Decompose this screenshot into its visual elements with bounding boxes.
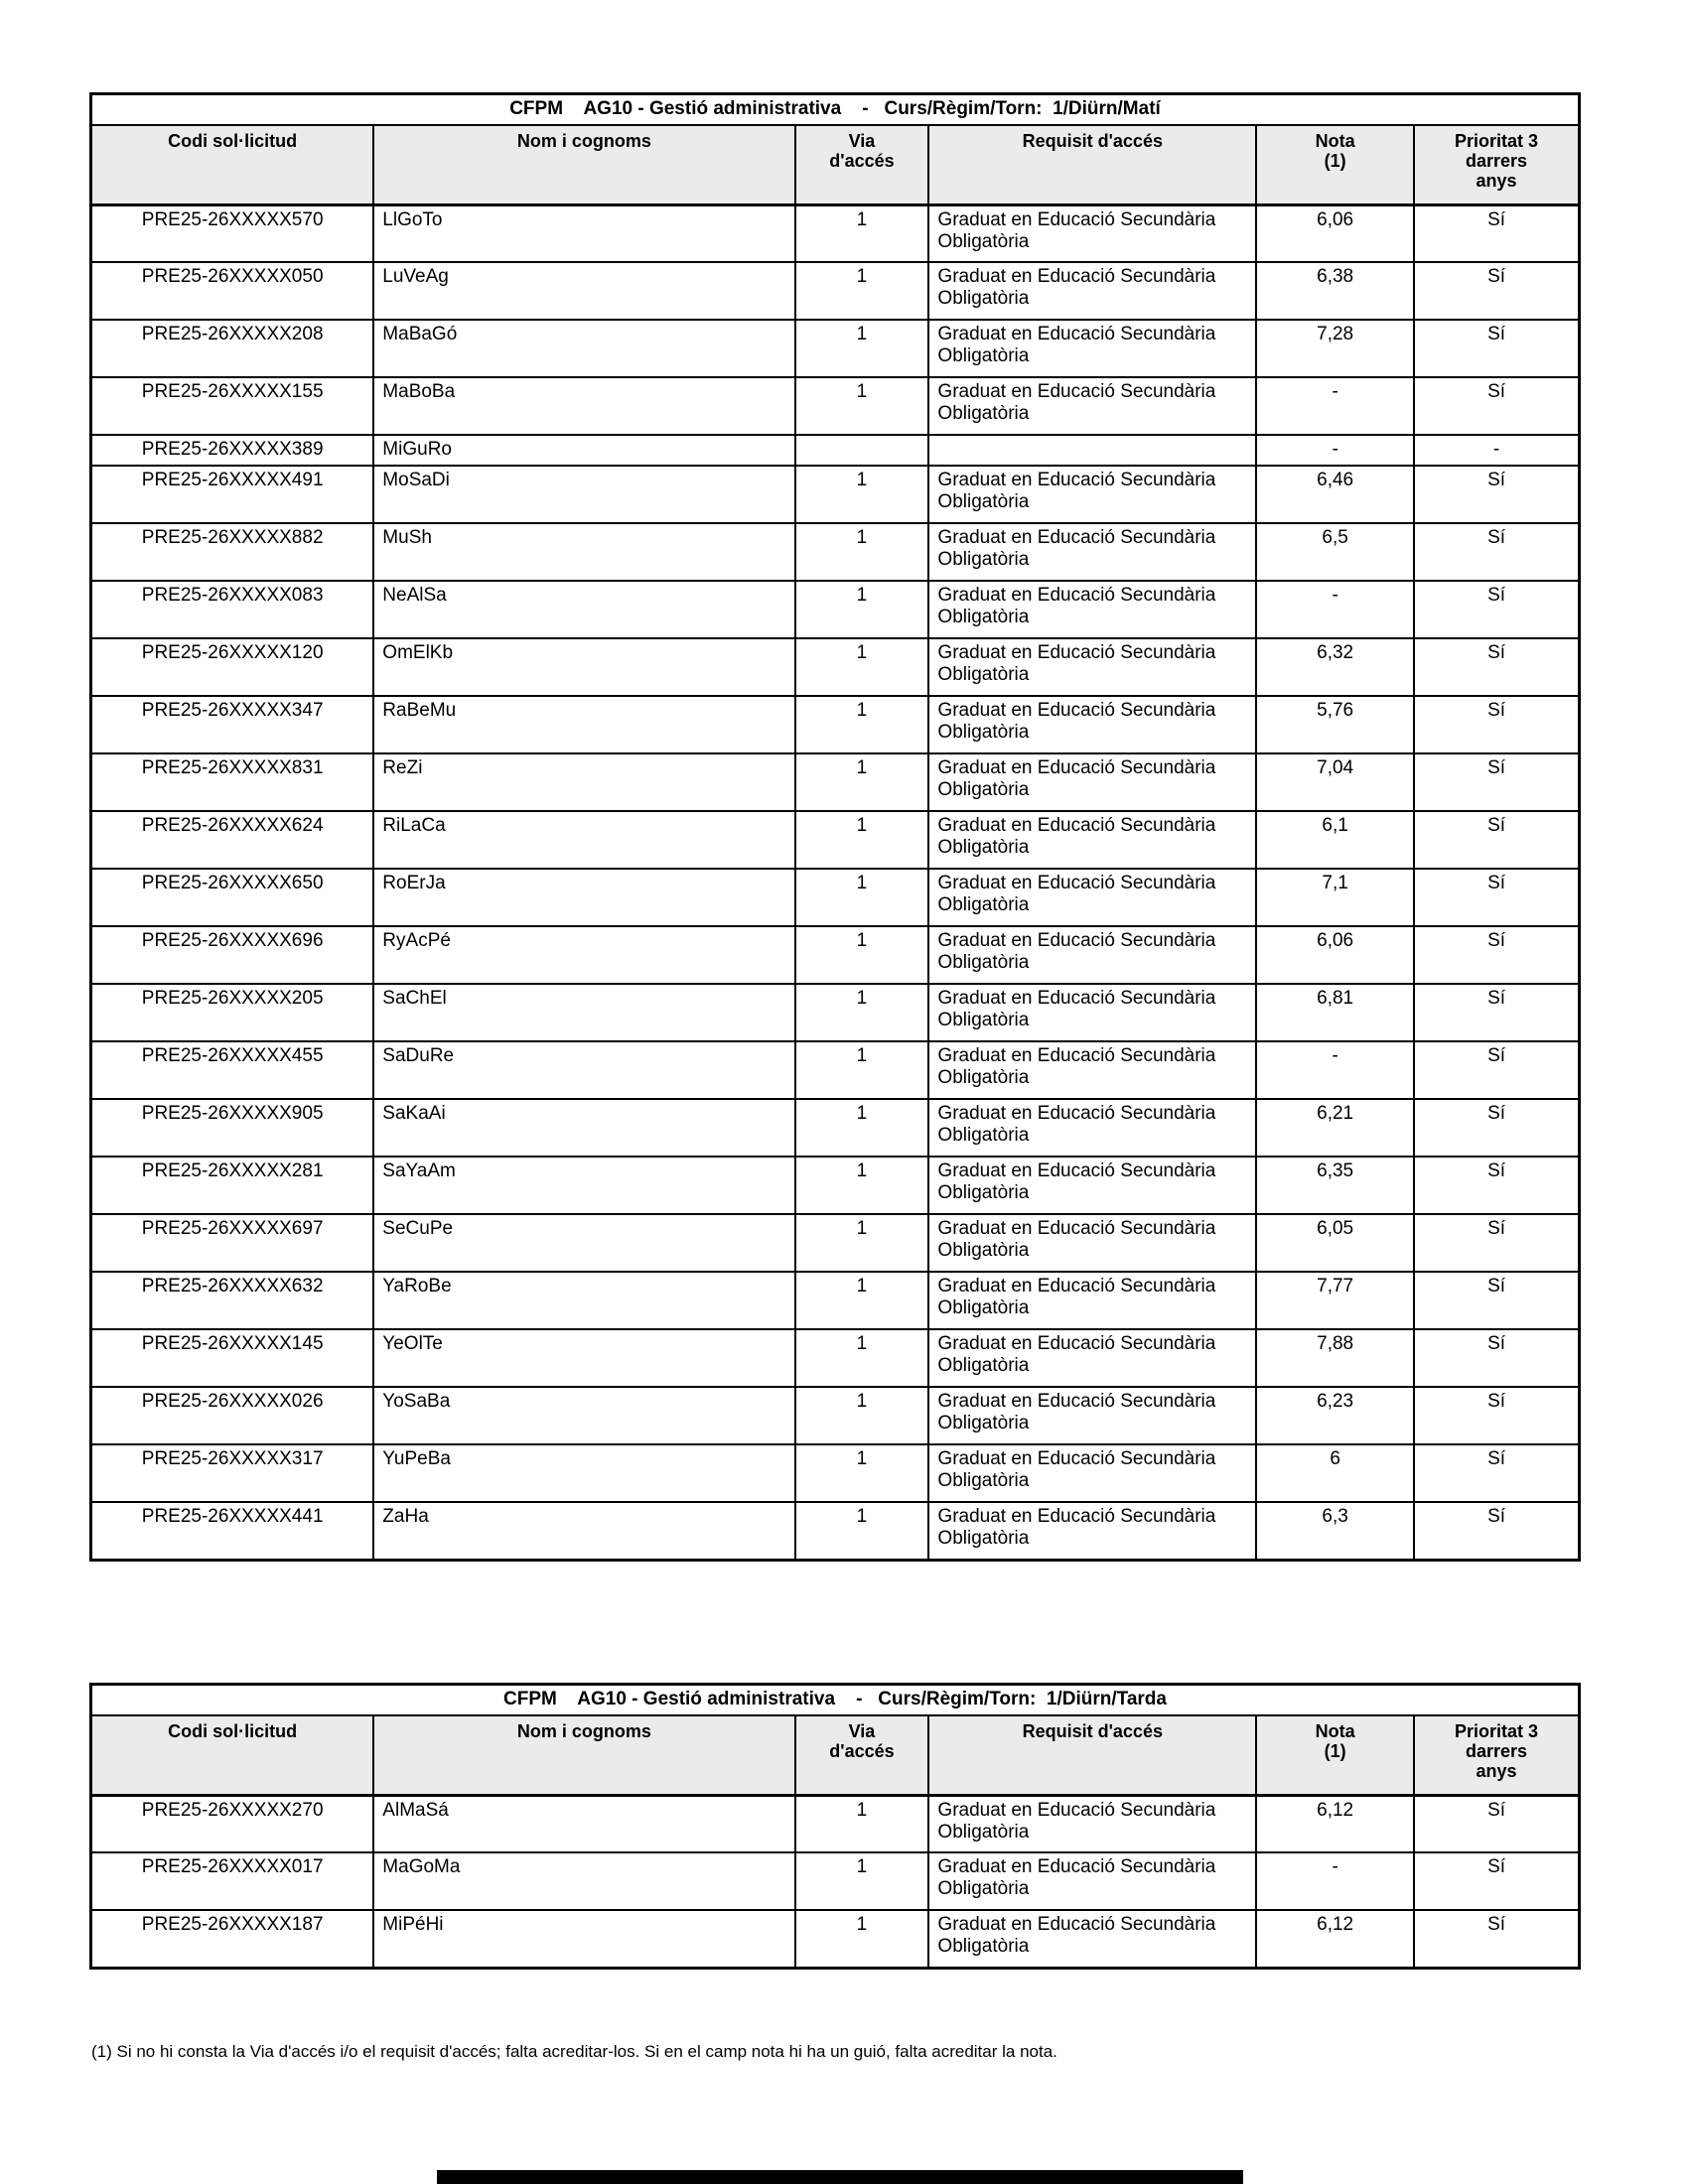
table-row	[91, 696, 1580, 753]
cell-via: 1	[795, 984, 929, 1041]
cell-prioritat: Sí	[1414, 1214, 1579, 1272]
cell-requisit: Graduat en Educació Secundària Obligatòria	[928, 638, 1256, 696]
cell-codi: PRE25-26XXXXX347	[91, 696, 374, 753]
cell-requisit: Graduat en Educació Secundària Obligatòria	[928, 320, 1256, 377]
cell-prioritat: Sí	[1414, 1444, 1579, 1502]
cell-prioritat: Sí	[1414, 1041, 1579, 1099]
cell-codi: PRE25-26XXXXX026	[91, 1387, 374, 1444]
cell-nota: 7,77	[1256, 1272, 1414, 1329]
cell-via: 1	[795, 926, 929, 984]
cell-prioritat: Sí	[1414, 1852, 1579, 1910]
cell-codi: PRE25-26XXXXX120	[91, 638, 374, 696]
cell-codi: PRE25-26XXXXX905	[91, 1099, 374, 1157]
cell-via: 1	[795, 1910, 929, 1968]
cell-via: 1	[795, 696, 929, 753]
table-row	[91, 811, 1580, 869]
cell-nom: LuVeAg	[373, 262, 794, 320]
cell-prioritat: Sí	[1414, 466, 1579, 523]
cell-via: 1	[795, 320, 929, 377]
cell-via: 1	[795, 753, 929, 811]
cell-codi: PRE25-26XXXXX155	[91, 377, 374, 435]
table-title-row	[91, 1685, 1580, 1716]
column-header-codi: Codi sol·licitud	[91, 1715, 374, 1795]
cell-requisit	[928, 435, 1256, 466]
cell-nota: 7,04	[1256, 753, 1414, 811]
cell-nota: -	[1256, 435, 1414, 466]
table-row	[91, 753, 1580, 811]
column-header-prioritat: Prioritat 3 darrers anys	[1414, 125, 1579, 205]
cell-prioritat: Sí	[1414, 1272, 1579, 1329]
cell-nom: NeAlSa	[373, 581, 794, 638]
cell-codi: PRE25-26XXXXX632	[91, 1272, 374, 1329]
cell-nota: -	[1256, 581, 1414, 638]
cell-via: 1	[795, 1502, 929, 1560]
cell-via: 1	[795, 1387, 929, 1444]
cell-codi: PRE25-26XXXXX187	[91, 1910, 374, 1968]
cell-nota: 6	[1256, 1444, 1414, 1502]
table-row	[91, 926, 1580, 984]
cell-nota: 7,28	[1256, 320, 1414, 377]
bottom-black-bar	[437, 2170, 1243, 2184]
cell-nom: YuPeBa	[373, 1444, 794, 1502]
cell-prioritat: Sí	[1414, 205, 1579, 262]
cell-codi: PRE25-26XXXXX083	[91, 581, 374, 638]
cell-via: 1	[795, 1795, 929, 1852]
cell-nota: -	[1256, 1041, 1414, 1099]
cell-requisit: Graduat en Educació Secundària Obligatòria	[928, 1852, 1256, 1910]
table-title: CFPM AG10 - Gestió administrativa - Curs/Règim/Torn: 1/Diürn/Tarda	[91, 1685, 1580, 1716]
table-row	[91, 1099, 1580, 1157]
cell-codi: PRE25-26XXXXX270	[91, 1795, 374, 1852]
cell-via: 1	[795, 1099, 929, 1157]
cell-nota: 6,06	[1256, 926, 1414, 984]
table-row	[91, 377, 1580, 435]
cell-via: 1	[795, 466, 929, 523]
cell-nom: SaYaAm	[373, 1157, 794, 1214]
cell-nota: 7,88	[1256, 1329, 1414, 1387]
cell-nota: 6,46	[1256, 466, 1414, 523]
cell-via: 1	[795, 205, 929, 262]
table-row	[91, 1387, 1580, 1444]
cell-prioritat: Sí	[1414, 984, 1579, 1041]
cell-nom: RiLaCa	[373, 811, 794, 869]
cell-requisit: Graduat en Educació Secundària Obligatòria	[928, 377, 1256, 435]
cell-nota: 6,32	[1256, 638, 1414, 696]
cell-via: 1	[795, 869, 929, 926]
cell-nota: 6,23	[1256, 1387, 1414, 1444]
table-row	[91, 262, 1580, 320]
cell-via: 1	[795, 1157, 929, 1214]
cell-codi: PRE25-26XXXXX208	[91, 320, 374, 377]
cell-prioritat: Sí	[1414, 638, 1579, 696]
table-row	[91, 1795, 1580, 1852]
cell-requisit: Graduat en Educació Secundària Obligatòria	[928, 1214, 1256, 1272]
table-row	[91, 1502, 1580, 1560]
cell-nota: 6,81	[1256, 984, 1414, 1041]
cell-nota: 6,21	[1256, 1099, 1414, 1157]
column-header-requisit: Requisit d'accés	[928, 1715, 1256, 1795]
table-row	[91, 435, 1580, 466]
cell-nom: LlGoTo	[373, 205, 794, 262]
cell-nom: MiGuRo	[373, 435, 794, 466]
cell-via: 1	[795, 1214, 929, 1272]
cell-prioritat: Sí	[1414, 869, 1579, 926]
cell-requisit: Graduat en Educació Secundària Obligatòria	[928, 1041, 1256, 1099]
cell-prioritat: Sí	[1414, 753, 1579, 811]
cell-prioritat: Sí	[1414, 262, 1579, 320]
cell-nota: 6,35	[1256, 1157, 1414, 1214]
table-row	[91, 869, 1580, 926]
cell-via: 1	[795, 1041, 929, 1099]
table-header-row	[91, 125, 1580, 205]
cell-requisit: Graduat en Educació Secundària Obligatòria	[928, 1157, 1256, 1214]
cell-nom: MaBaGó	[373, 320, 794, 377]
cell-codi: PRE25-26XXXXX017	[91, 1852, 374, 1910]
cell-via: 1	[795, 1852, 929, 1910]
table-header-row	[91, 1715, 1580, 1795]
table-admissions-tarda	[89, 1683, 1581, 1970]
cell-prioritat: Sí	[1414, 926, 1579, 984]
cell-requisit: Graduat en Educació Secundària Obligatòria	[928, 1795, 1256, 1852]
cell-nom: SaDuRe	[373, 1041, 794, 1099]
cell-requisit: Graduat en Educació Secundària Obligatòria	[928, 1272, 1256, 1329]
cell-nota: 6,5	[1256, 523, 1414, 581]
cell-nota: -	[1256, 377, 1414, 435]
column-header-via: Via d'accés	[795, 1715, 929, 1795]
column-header-via: Via d'accés	[795, 125, 929, 205]
cell-codi: PRE25-26XXXXX050	[91, 262, 374, 320]
cell-prioritat: Sí	[1414, 1157, 1579, 1214]
column-header-nota: Nota (1)	[1256, 1715, 1414, 1795]
cell-codi: PRE25-26XXXXX145	[91, 1329, 374, 1387]
cell-nom: OmElKb	[373, 638, 794, 696]
cell-requisit: Graduat en Educació Secundària Obligatòria	[928, 466, 1256, 523]
cell-codi: PRE25-26XXXXX624	[91, 811, 374, 869]
table-row	[91, 1444, 1580, 1502]
cell-prioritat: Sí	[1414, 320, 1579, 377]
cell-requisit: Graduat en Educació Secundària Obligatòria	[928, 523, 1256, 581]
table-admissions-mati	[89, 92, 1581, 1562]
cell-prioritat: Sí	[1414, 1329, 1579, 1387]
cell-codi: PRE25-26XXXXX697	[91, 1214, 374, 1272]
table-row	[91, 466, 1580, 523]
cell-via: 1	[795, 1272, 929, 1329]
cell-prioritat: Sí	[1414, 811, 1579, 869]
table-row	[91, 320, 1580, 377]
cell-requisit: Graduat en Educació Secundària Obligatòria	[928, 1502, 1256, 1560]
cell-nom: YeOlTe	[373, 1329, 794, 1387]
cell-requisit: Graduat en Educació Secundària Obligatòria	[928, 1387, 1256, 1444]
cell-nom: AlMaSá	[373, 1795, 794, 1852]
cell-requisit: Graduat en Educació Secundària Obligatòria	[928, 262, 1256, 320]
cell-nom: MaGoMa	[373, 1852, 794, 1910]
column-header-nom: Nom i cognoms	[373, 1715, 794, 1795]
cell-prioritat: Sí	[1414, 581, 1579, 638]
cell-prioritat: Sí	[1414, 377, 1579, 435]
cell-nom: YoSaBa	[373, 1387, 794, 1444]
table-row	[91, 1329, 1580, 1387]
cell-nom: YaRoBe	[373, 1272, 794, 1329]
cell-nota: 6,12	[1256, 1795, 1414, 1852]
cell-nota: 6,38	[1256, 262, 1414, 320]
table-section-mati	[89, 92, 1581, 1562]
table-row	[91, 1041, 1580, 1099]
table-row	[91, 1272, 1580, 1329]
column-header-codi: Codi sol·licitud	[91, 125, 374, 205]
column-header-nota: Nota (1)	[1256, 125, 1414, 205]
cell-nom: RyAcPé	[373, 926, 794, 984]
cell-via: 1	[795, 811, 929, 869]
cell-nom: MuSh	[373, 523, 794, 581]
cell-via: 1	[795, 1329, 929, 1387]
cell-nota: 6,05	[1256, 1214, 1414, 1272]
cell-requisit: Graduat en Educació Secundària Obligatòria	[928, 696, 1256, 753]
cell-codi: PRE25-26XXXXX205	[91, 984, 374, 1041]
table-row	[91, 1157, 1580, 1214]
cell-nota: -	[1256, 1852, 1414, 1910]
cell-requisit: Graduat en Educació Secundària Obligatòria	[928, 205, 1256, 262]
cell-requisit: Graduat en Educació Secundària Obligatòria	[928, 811, 1256, 869]
cell-via: 1	[795, 523, 929, 581]
cell-nom: SaKaAi	[373, 1099, 794, 1157]
cell-via: 1	[795, 1444, 929, 1502]
cell-nom: ReZi	[373, 753, 794, 811]
cell-nota: 6,12	[1256, 1910, 1414, 1968]
cell-prioritat: Sí	[1414, 696, 1579, 753]
cell-nota: 6,1	[1256, 811, 1414, 869]
column-header-requisit: Requisit d'accés	[928, 125, 1256, 205]
cell-via: 1	[795, 581, 929, 638]
cell-codi: PRE25-26XXXXX696	[91, 926, 374, 984]
cell-via: 1	[795, 377, 929, 435]
cell-nom: MaBoBa	[373, 377, 794, 435]
cell-nom: RoErJa	[373, 869, 794, 926]
cell-nom: MoSaDi	[373, 466, 794, 523]
cell-prioritat: Sí	[1414, 1502, 1579, 1560]
table-section-tarda	[89, 1683, 1581, 1970]
cell-via	[795, 435, 929, 466]
cell-requisit: Graduat en Educació Secundària Obligatòria	[928, 1444, 1256, 1502]
cell-prioritat: Sí	[1414, 1795, 1579, 1852]
cell-codi: PRE25-26XXXXX831	[91, 753, 374, 811]
cell-prioritat: Sí	[1414, 1387, 1579, 1444]
cell-codi: PRE25-26XXXXX570	[91, 205, 374, 262]
cell-codi: PRE25-26XXXXX455	[91, 1041, 374, 1099]
cell-nom: ZaHa	[373, 1502, 794, 1560]
column-header-prioritat: Prioritat 3 darrers anys	[1414, 1715, 1579, 1795]
cell-requisit: Graduat en Educació Secundària Obligatòria	[928, 926, 1256, 984]
footnote: (1) Si no hi consta la Via d'accés i/o el requisit d'accés; falta acreditar-los. Si en el camp nota hi ha un guió, falta acreditar la nota.	[91, 2042, 1057, 2061]
table-row	[91, 581, 1580, 638]
cell-requisit: Graduat en Educació Secundària Obligatòria	[928, 984, 1256, 1041]
cell-requisit: Graduat en Educació Secundària Obligatòria	[928, 1099, 1256, 1157]
cell-via: 1	[795, 638, 929, 696]
table-row	[91, 523, 1580, 581]
cell-prioritat: -	[1414, 435, 1579, 466]
cell-via: 1	[795, 262, 929, 320]
cell-nom: SeCuPe	[373, 1214, 794, 1272]
cell-nom: MiPéHi	[373, 1910, 794, 1968]
cell-codi: PRE25-26XXXXX491	[91, 466, 374, 523]
cell-codi: PRE25-26XXXXX882	[91, 523, 374, 581]
table-row	[91, 638, 1580, 696]
table-row	[91, 1910, 1580, 1968]
cell-requisit: Graduat en Educació Secundària Obligatòria	[928, 1329, 1256, 1387]
table-row	[91, 205, 1580, 262]
table-row	[91, 1214, 1580, 1272]
cell-prioritat: Sí	[1414, 1099, 1579, 1157]
cell-nota: 6,3	[1256, 1502, 1414, 1560]
cell-codi: PRE25-26XXXXX317	[91, 1444, 374, 1502]
table-row	[91, 984, 1580, 1041]
cell-nota: 6,06	[1256, 205, 1414, 262]
cell-requisit: Graduat en Educació Secundària Obligatòria	[928, 869, 1256, 926]
column-header-nom: Nom i cognoms	[373, 125, 794, 205]
cell-codi: PRE25-26XXXXX650	[91, 869, 374, 926]
cell-nom: RaBeMu	[373, 696, 794, 753]
cell-nom: SaChEl	[373, 984, 794, 1041]
cell-codi: PRE25-26XXXXX281	[91, 1157, 374, 1214]
cell-nota: 7,1	[1256, 869, 1414, 926]
cell-codi: PRE25-26XXXXX441	[91, 1502, 374, 1560]
table-title: CFPM AG10 - Gestió administrativa - Curs/Règim/Torn: 1/Diürn/Matí	[91, 94, 1580, 126]
cell-requisit: Graduat en Educació Secundària Obligatòria	[928, 753, 1256, 811]
cell-nota: 5,76	[1256, 696, 1414, 753]
table-row	[91, 1852, 1580, 1910]
cell-codi: PRE25-26XXXXX389	[91, 435, 374, 466]
cell-prioritat: Sí	[1414, 1910, 1579, 1968]
table-title-row	[91, 94, 1580, 126]
cell-requisit: Graduat en Educació Secundària Obligatòria	[928, 1910, 1256, 1968]
cell-requisit: Graduat en Educació Secundària Obligatòria	[928, 581, 1256, 638]
cell-prioritat: Sí	[1414, 523, 1579, 581]
